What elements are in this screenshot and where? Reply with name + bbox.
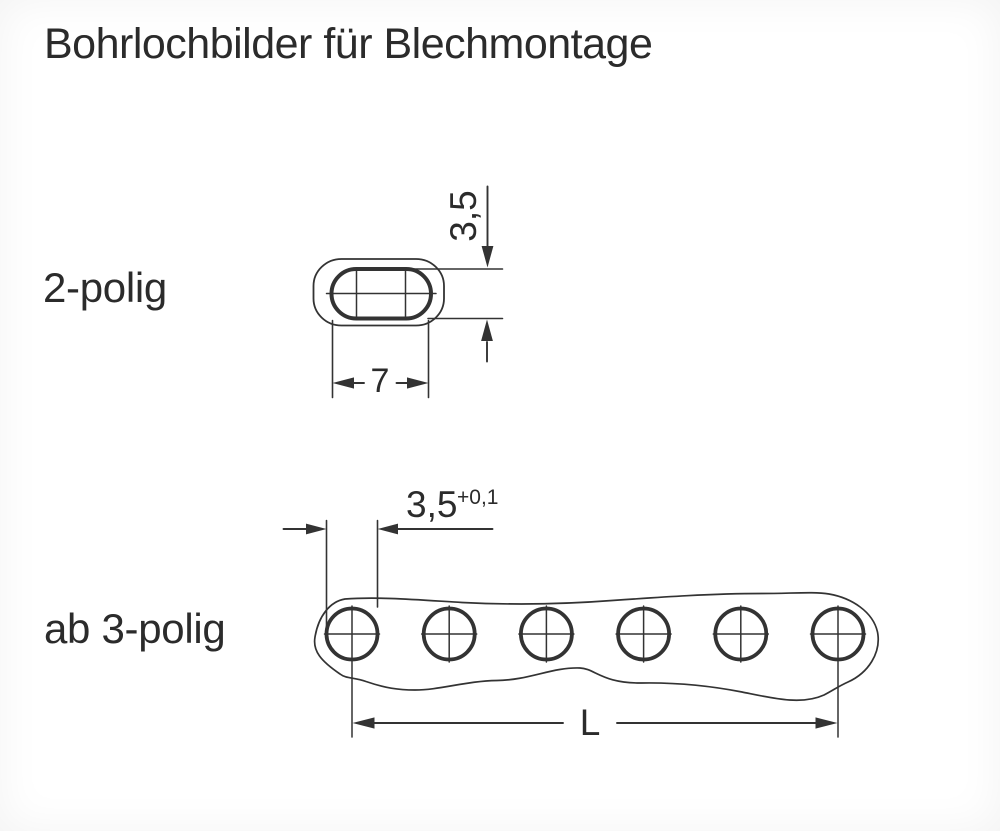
hole-2-centerlines bbox=[422, 606, 477, 662]
section-label-2-polig: 2-polig bbox=[43, 264, 167, 311]
multi-pole-outer-contour bbox=[315, 593, 879, 701]
mounting-holes bbox=[327, 609, 864, 660]
hole-5-centerlines bbox=[713, 606, 768, 662]
arrow-up-icon bbox=[481, 320, 493, 342]
page-title: Bohrlochbilder für Blechmontage bbox=[44, 20, 653, 68]
section-label-ab-3-polig: ab 3-polig bbox=[44, 605, 226, 652]
arrow-right-icon bbox=[407, 377, 429, 388]
dimension-overall-length-value: L bbox=[579, 702, 601, 743]
dimension-hole-diameter-tolerance: +0,1 bbox=[457, 486, 499, 509]
arrow-left-icon bbox=[353, 717, 375, 728]
arrow-right-icon bbox=[816, 717, 838, 728]
hole-4-centerlines bbox=[616, 606, 671, 662]
dimension-slot-height-value: 3,5 bbox=[443, 190, 484, 242]
dimension-slot-width-value: 7 bbox=[370, 362, 390, 400]
arrow-left-icon bbox=[333, 377, 355, 388]
arrow-right-icon bbox=[306, 524, 327, 535]
arrow-left-icon bbox=[378, 524, 399, 535]
hole-6-centerlines bbox=[811, 606, 866, 737]
arrow-down-icon bbox=[482, 246, 494, 268]
dimension-hole-diameter-value: 3,5 bbox=[406, 484, 458, 525]
hole-3-centerlines bbox=[519, 606, 574, 662]
hole-1-centerlines bbox=[325, 606, 380, 737]
